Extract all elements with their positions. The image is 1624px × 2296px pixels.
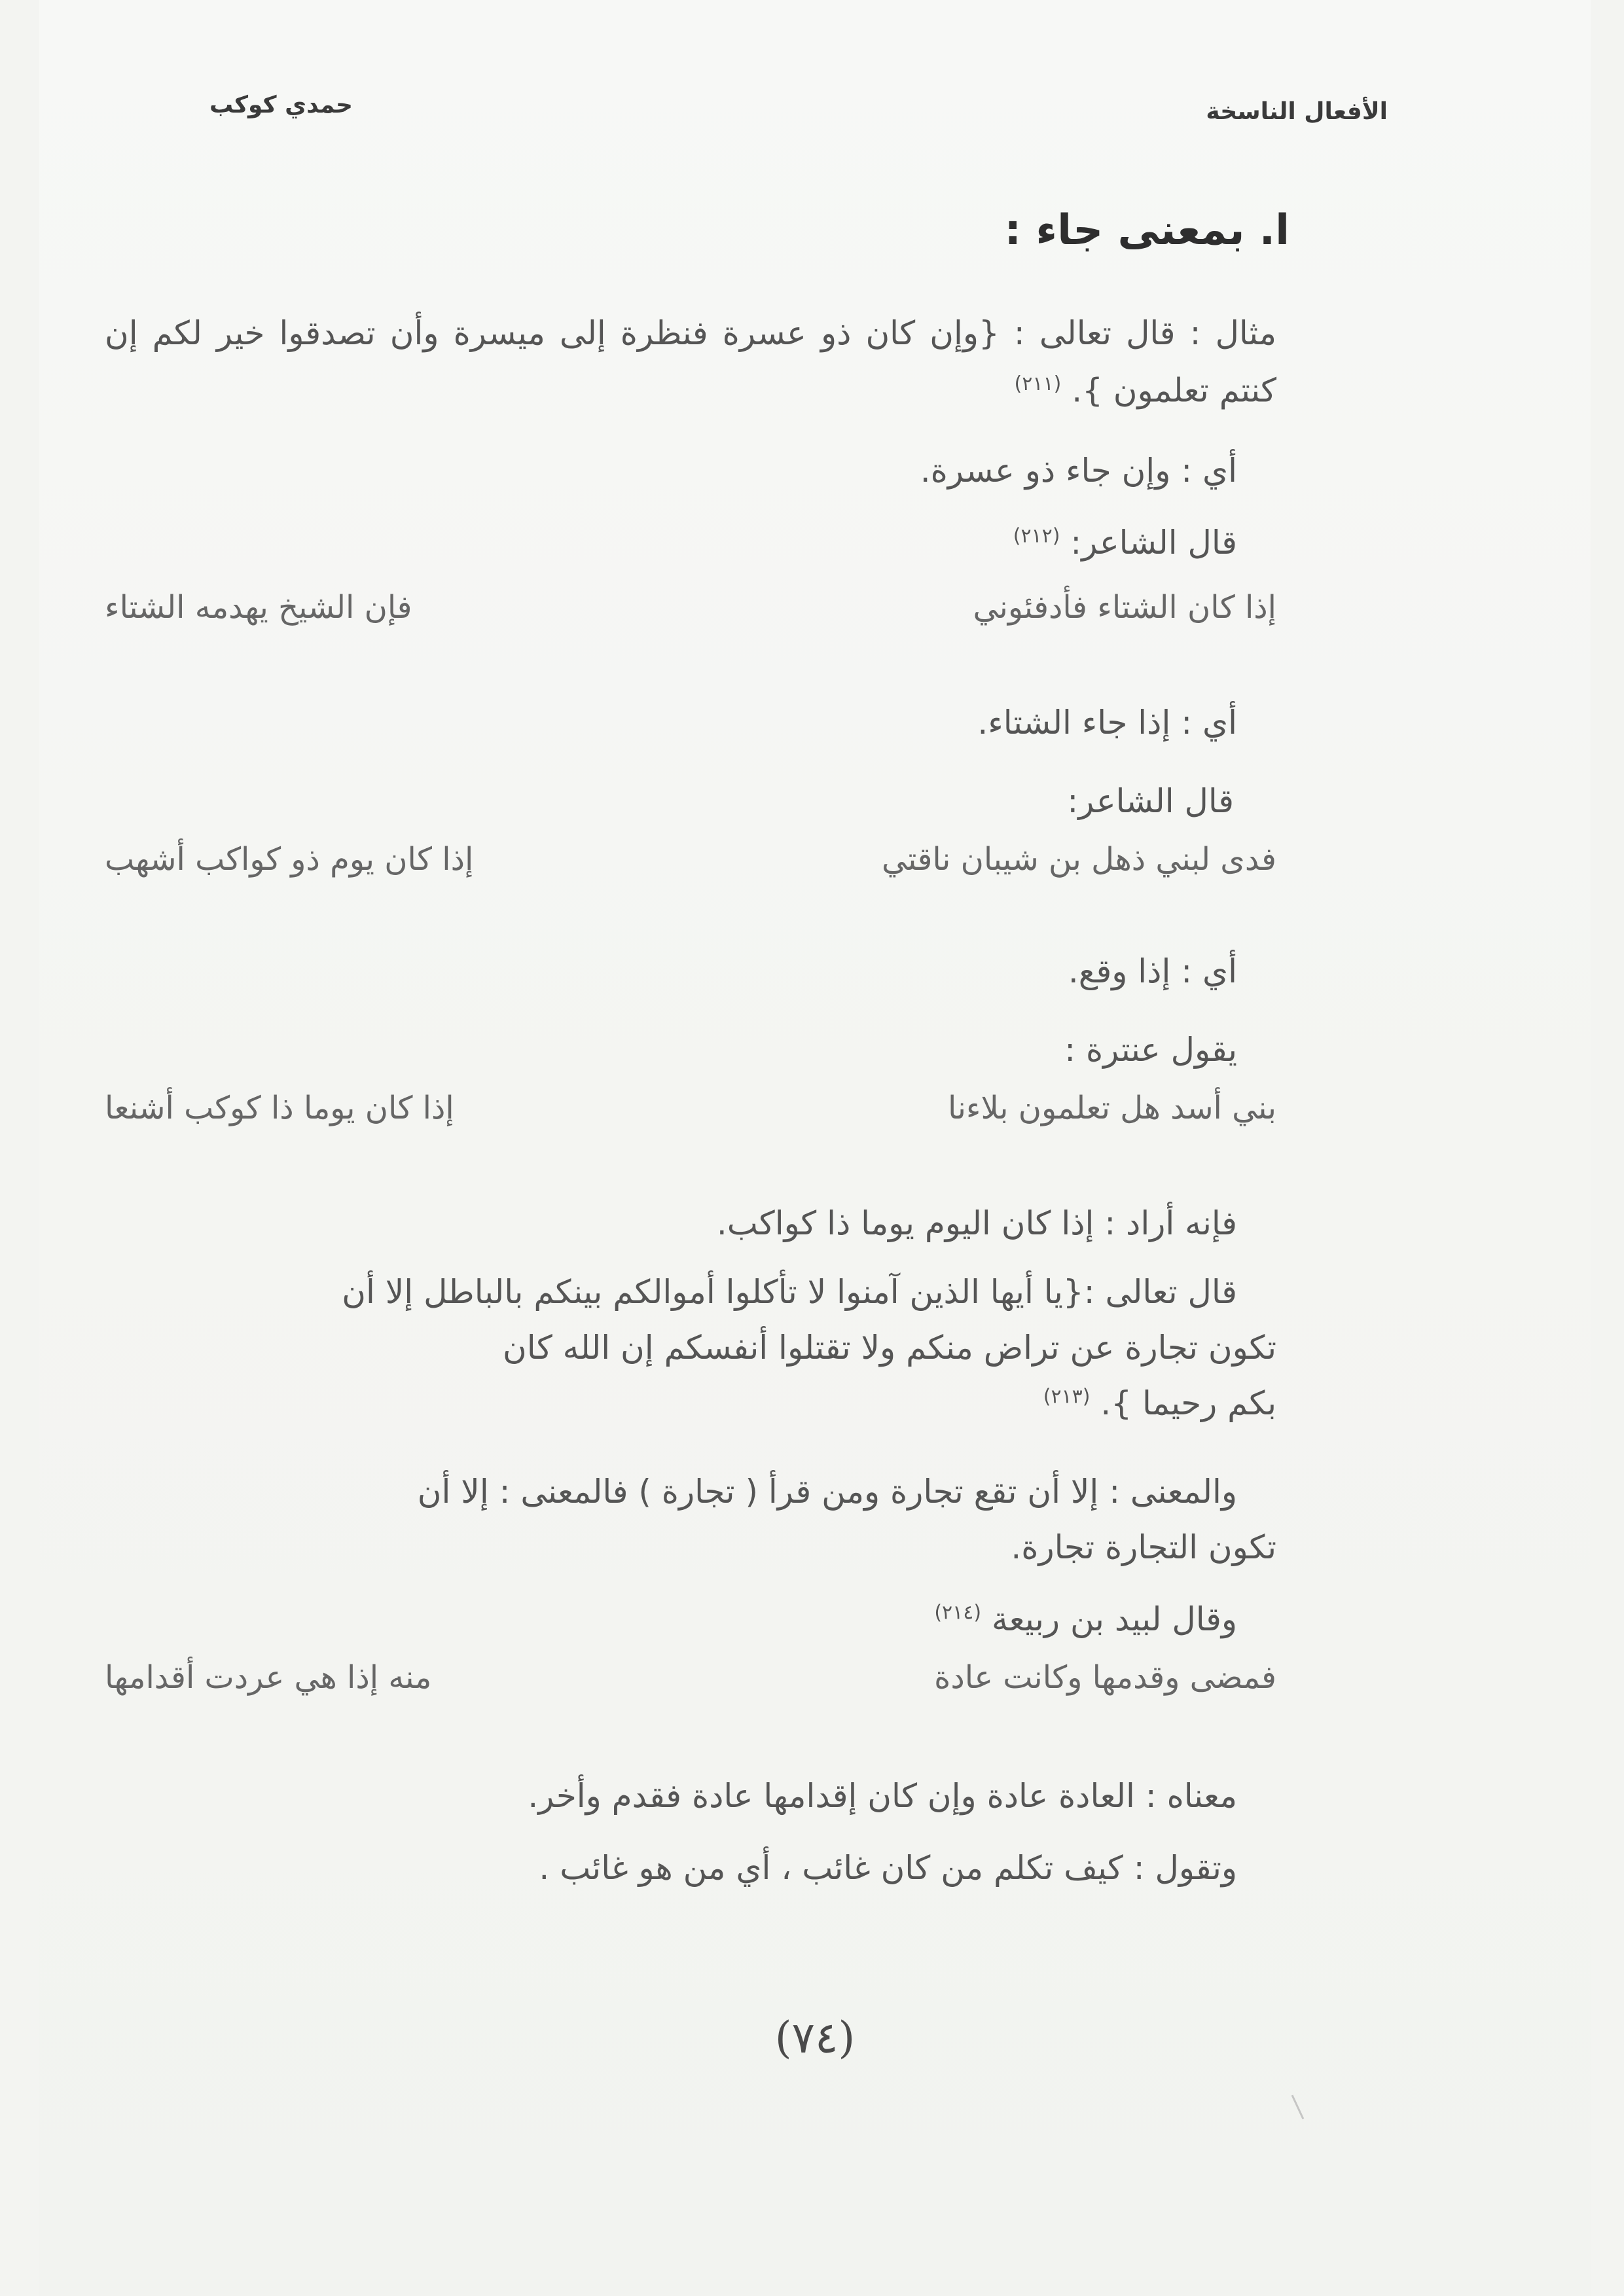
page-number: (٧٤): [774, 2013, 856, 2063]
closing-line: وتقول : كيف تكلم من كان غائب ، أي من هو غائب .: [539, 1849, 1237, 1887]
verse-3-second-hemistich: إذا كان يوما ذا كوكب أشنعا: [105, 1090, 454, 1126]
document-page: [39, 0, 1591, 2296]
meaning-line-4b: تكون التجارة تجارة.: [1011, 1528, 1276, 1566]
verse-2-first-hemistich: فدى لبني ذهل بن شيبان ناقتي: [881, 841, 1276, 878]
verse-2: [105, 841, 1276, 887]
quran-verse-line-3: [1043, 1384, 1276, 1422]
page-header: [209, 92, 1388, 144]
quran-verse-line-1: قال تعالى :{يا أيها الذين آمنوا لا تأكلوا أموالكم بينكم بالباطل إلا أن: [342, 1273, 1237, 1311]
verse-3: [105, 1090, 1276, 1136]
footnote-ref-214: (٢١٤): [934, 1601, 982, 1624]
labid-intro: [934, 1600, 1237, 1638]
footnote-ref-212: (٢١٢): [1013, 524, 1060, 548]
example-text: مثال : قال تعالى : {وإن كان ذو عسرة فنظرة إلى ميسرة وأن تصدقوا خير لكم إن كنتم تعلمون }.: [105, 314, 1276, 410]
meaning-line-1: أي : وإن جاء ذو عسرة.: [920, 452, 1237, 490]
verse-2-second-hemistich: إذا كان يوم ذو كواكب أشهب: [105, 841, 474, 878]
footnote-ref-213: (٢١٣): [1043, 1385, 1091, 1408]
meaning-line-3: أي : إذا وقع.: [1068, 952, 1237, 990]
intended-meaning: فإنه أراد : إذا كان اليوم يوما ذا كواكب.: [716, 1204, 1237, 1242]
verse-3-first-hemistich: بني أسد هل تعلمون بلاءنا: [947, 1090, 1276, 1126]
verse-1-second-hemistich: فإن الشيخ يهدمه الشتاء: [105, 589, 412, 626]
verse-4-second-hemistich: منه إذا هي عردت أقدامها: [105, 1659, 432, 1696]
verse-4-first-hemistich: فمضى وقدمها وكانت عادة: [934, 1659, 1276, 1696]
quran-verse-line-2: تكون تجارة عن تراض منكم ولا تقتلوا أنفسكم إن الله كان: [503, 1329, 1276, 1367]
example-paragraph: [105, 308, 1276, 416]
verse-4: [105, 1659, 1276, 1705]
chapter-title: الأفعال الناسخة: [1206, 98, 1388, 125]
verse-1-first-hemistich: إذا كان الشتاء فأدفئوني: [973, 589, 1276, 626]
footnote-ref-211: (٢١١): [1014, 372, 1062, 395]
meaning-line-2: أي : إذا جاء الشتاء.: [977, 704, 1237, 742]
poet-intro-2: قال الشاعر:: [1067, 782, 1234, 820]
antara-intro: يقول عنترة :: [1064, 1031, 1237, 1069]
verse-1: [105, 589, 1276, 635]
quran-verse-line-3-text: بكم رحيما }.: [1100, 1384, 1276, 1422]
scan-mark: [1291, 2089, 1316, 2119]
author-name: حمدي كوكب: [209, 92, 353, 118]
labid-intro-text: وقال لبيد بن ربيعة: [992, 1600, 1237, 1638]
poet-intro-1: [1013, 524, 1237, 562]
section-heading: ا. بمعنى جاء :: [1004, 206, 1290, 255]
poet-intro-1-text: قال الشاعر:: [1070, 524, 1237, 562]
meaning-line-5: معناه : العادة عادة وإن كان إقدامها عادة فقدم وأخر.: [528, 1777, 1237, 1815]
meaning-line-4a: والمعنى : إلا أن تقع تجارة ومن قرأ ( تجارة ) فالمعنى : إلا أن: [417, 1473, 1237, 1511]
